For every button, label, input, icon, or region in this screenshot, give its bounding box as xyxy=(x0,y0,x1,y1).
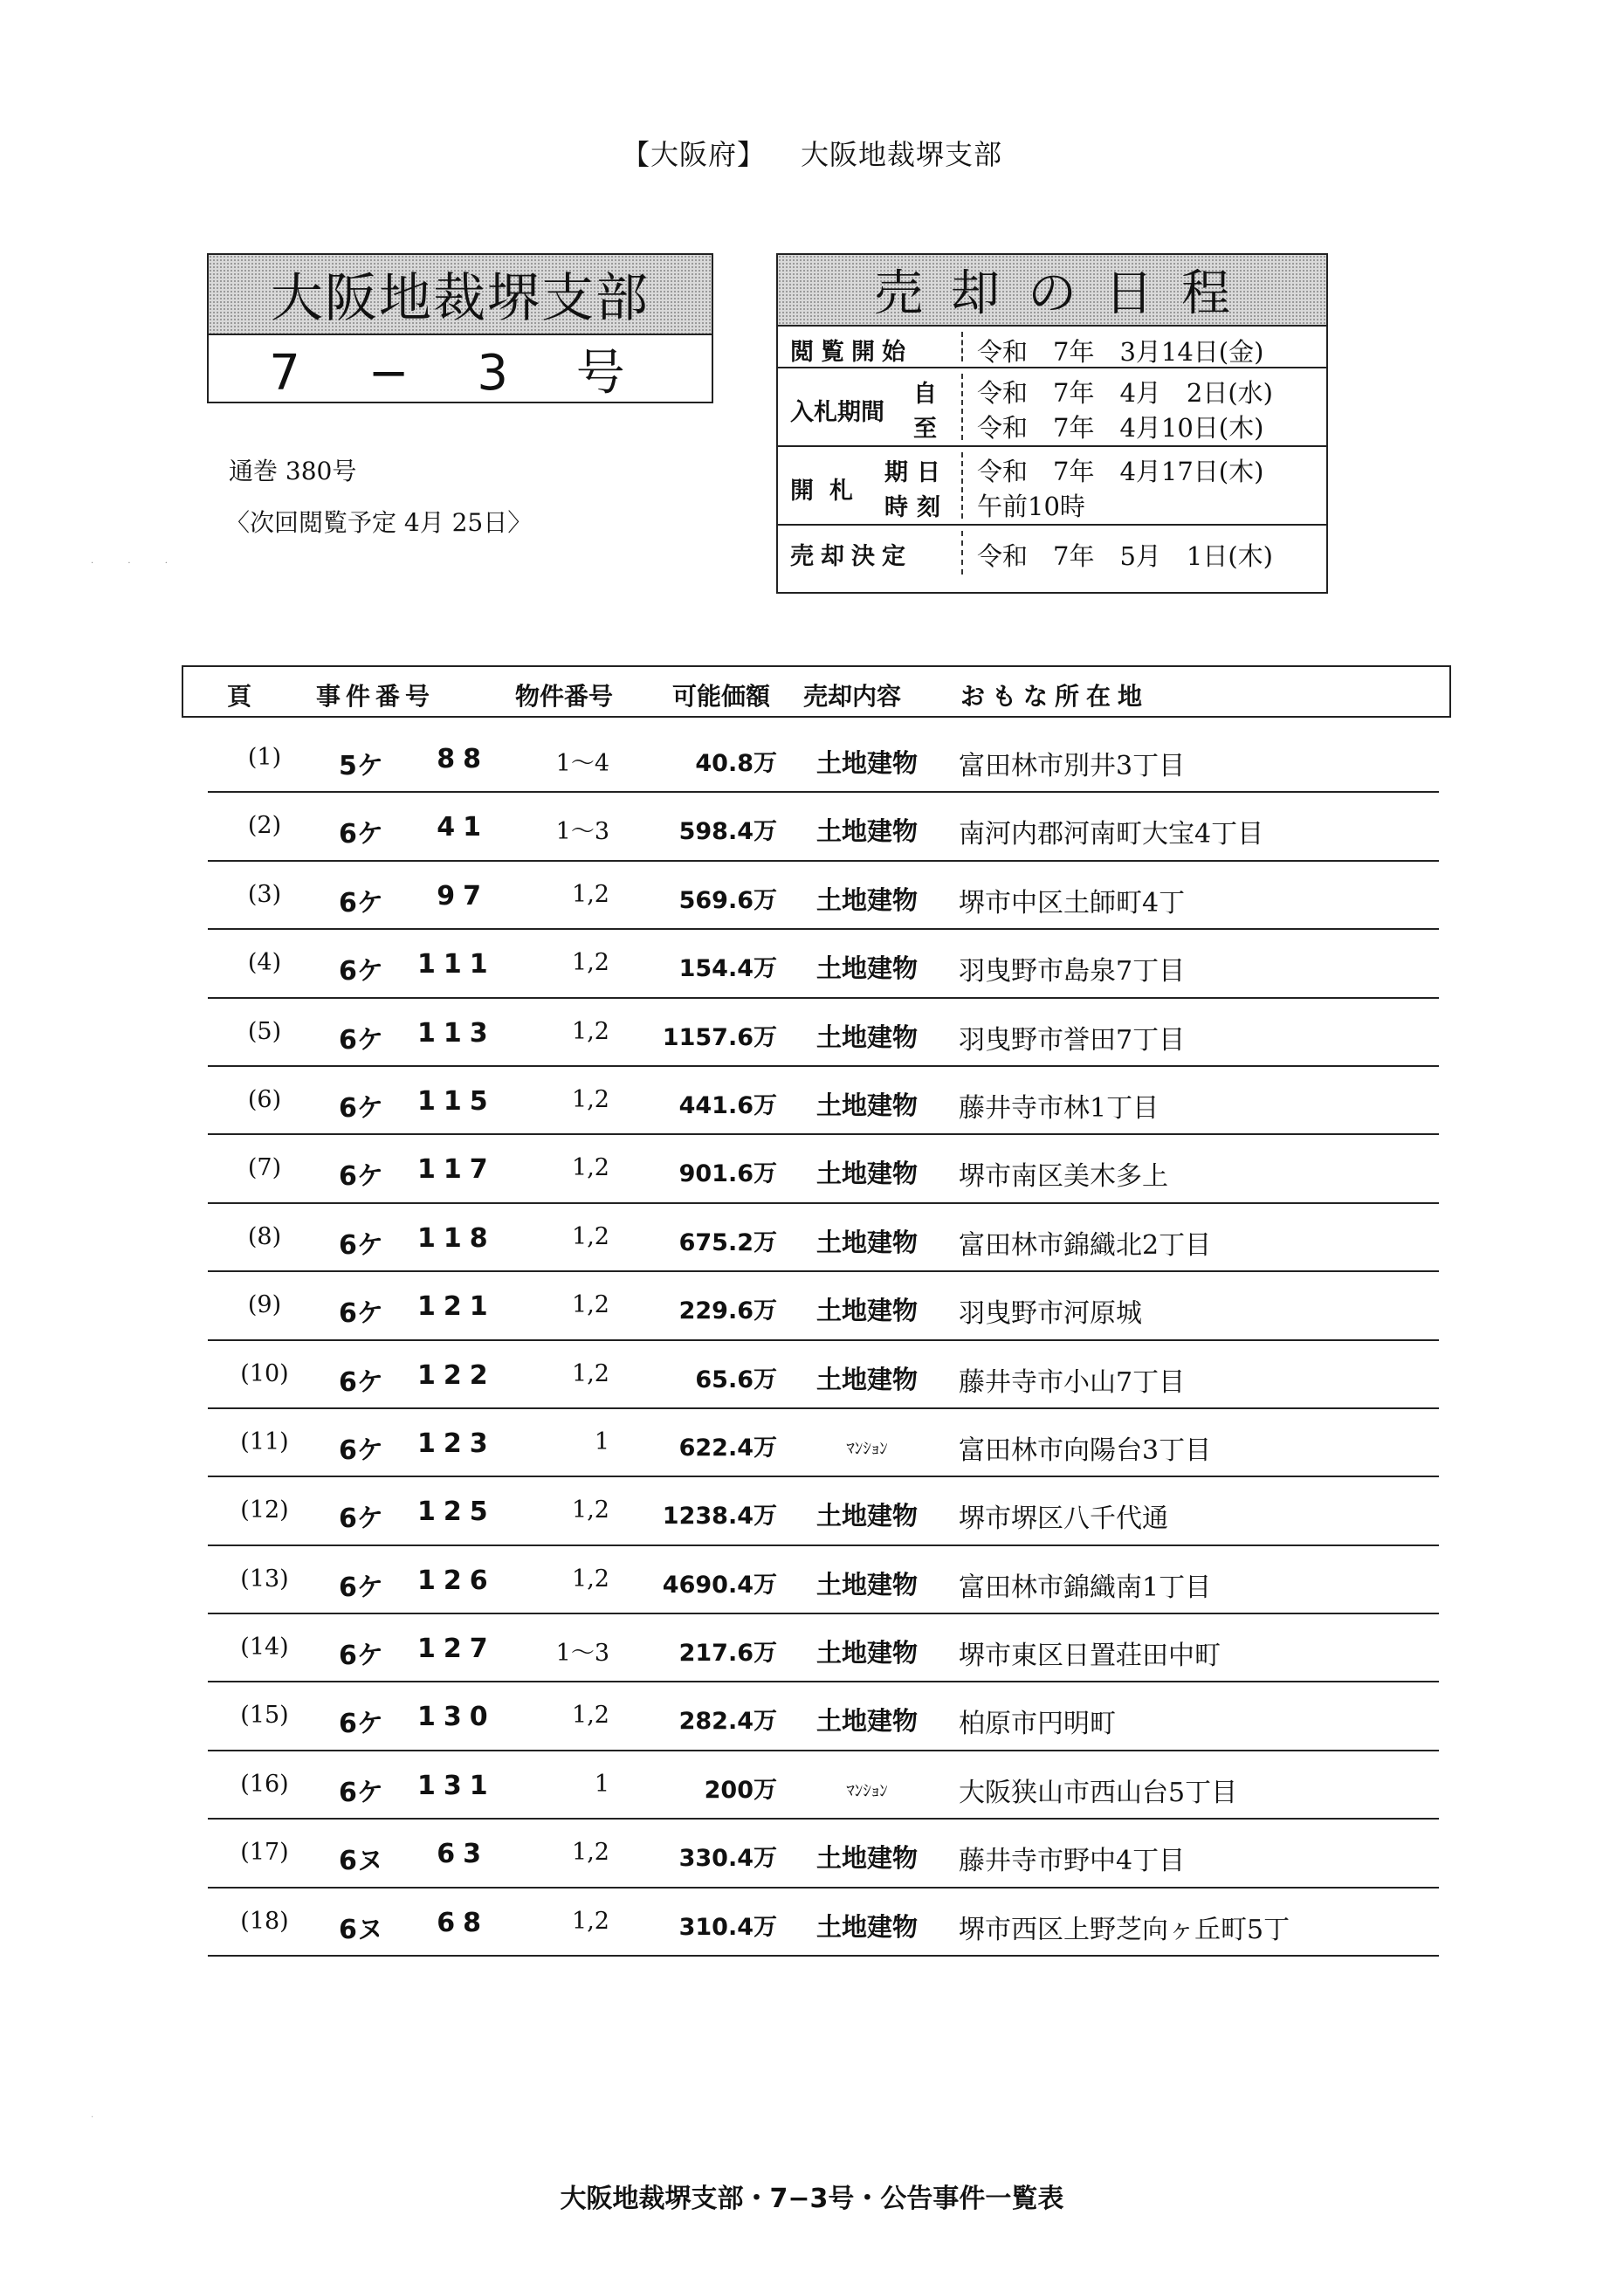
row-sale-type: 土地建物 xyxy=(815,1227,918,1257)
opening-time-label: 時刻 xyxy=(884,494,949,521)
row-sale-type: 土地建物 xyxy=(815,1159,918,1189)
row-price: 217.6万 xyxy=(678,1640,777,1668)
row-item-number: 1,2 xyxy=(572,1359,609,1387)
row-case-number: 111 xyxy=(417,949,496,980)
row-case-number: 63 xyxy=(437,1839,489,1870)
row-page-ref: (18) xyxy=(240,1907,289,1935)
row-case-kind: 6ケ xyxy=(339,887,383,918)
table-row xyxy=(208,1820,1439,1888)
row-page-ref: (12) xyxy=(240,1496,289,1524)
dashed-divider xyxy=(961,531,963,574)
row-address: 堺市南区美木多上 xyxy=(959,1161,1168,1193)
row-address: 羽曳野市河原城 xyxy=(959,1298,1142,1330)
row-item-number: 1,2 xyxy=(572,1496,609,1524)
table-row xyxy=(208,930,1439,998)
row-page-ref: (13) xyxy=(240,1565,289,1593)
row-price: 901.6万 xyxy=(678,1160,777,1188)
row-case-kind: 6ケ xyxy=(339,1434,383,1466)
table-row xyxy=(208,1751,1439,1820)
row-case-number: 125 xyxy=(417,1496,496,1528)
row-case-kind: 6ケ xyxy=(339,1298,383,1330)
row-price: 4690.4万 xyxy=(662,1571,777,1599)
row-address: 堺市中区土師町4丁 xyxy=(959,887,1186,918)
row-sale-type: 土地建物 xyxy=(815,1843,918,1874)
header-price: 可能価額 xyxy=(672,682,771,711)
row-case-number: 117 xyxy=(417,1154,496,1186)
page-header xyxy=(0,133,1624,173)
row-item-number: 1,2 xyxy=(572,949,609,977)
viewing-start-label: 閲覧開始 xyxy=(790,339,912,366)
table-row xyxy=(208,1889,1439,1957)
row-item-number: 1,2 xyxy=(572,1017,609,1045)
row-price: 675.2万 xyxy=(678,1228,777,1256)
row-address: 富田林市別井3丁目 xyxy=(959,751,1186,781)
row-price: 65.6万 xyxy=(695,1366,777,1393)
row-address: 羽曳野市島泉7丁目 xyxy=(959,956,1186,987)
row-item-number: 1,2 xyxy=(572,1222,609,1250)
row-price: 1157.6万 xyxy=(662,1023,777,1051)
row-price: 598.4万 xyxy=(678,818,777,846)
row-case-kind: 6ケ xyxy=(339,1709,383,1740)
bid-from-label: 自 xyxy=(913,381,937,408)
row-page-ref: (4) xyxy=(247,949,282,977)
court-name: 大阪地裁堺支部 xyxy=(209,255,712,335)
row-page-ref: (9) xyxy=(247,1291,282,1319)
row-page-ref: (3) xyxy=(247,880,282,908)
row-case-number: 68 xyxy=(437,1907,489,1938)
next-viewing-date: 〈次回閲覧予定 4月 25日〉 xyxy=(225,508,533,537)
row-page-ref: (5) xyxy=(247,1017,282,1045)
row-case-kind: 6ケ xyxy=(339,1641,383,1672)
row-case-number: 126 xyxy=(417,1565,496,1596)
row-page-ref: (8) xyxy=(247,1222,282,1250)
row-case-number: 130 xyxy=(417,1702,496,1733)
row-price: 1238.4万 xyxy=(662,1503,777,1531)
row-sale-type: 土地建物 xyxy=(815,1706,918,1737)
row-address: 堺市東区日置荘田中町 xyxy=(959,1641,1221,1672)
table-row xyxy=(208,1135,1439,1203)
row-sale-type: ﾏﾝｼｮﾝ xyxy=(846,1438,888,1458)
row-case-number: 113 xyxy=(417,1017,496,1049)
row-sale-type: 土地建物 xyxy=(815,953,918,984)
row-sale-type: 土地建物 xyxy=(815,1569,918,1600)
opening-time-value: 午前10時 xyxy=(977,492,1085,521)
header-item-no: 物件番号 xyxy=(515,682,614,711)
row-address: 大阪狭山市西山台5丁目 xyxy=(959,1777,1238,1808)
row-page-ref: (10) xyxy=(240,1359,289,1387)
row-case-number: 97 xyxy=(437,880,489,912)
table-row xyxy=(208,862,1439,930)
row-sale-type: 土地建物 xyxy=(815,816,918,847)
court-label: 大阪地裁堺支部 xyxy=(801,138,1003,171)
row-sale-type: 土地建物 xyxy=(815,1364,918,1394)
row-address: 柏原市円明町 xyxy=(959,1709,1116,1740)
table-row xyxy=(208,793,1439,861)
case-table xyxy=(208,725,1439,1957)
bid-to-value: 令和 7年 4月10日(木) xyxy=(977,413,1264,443)
row-case-kind: 6ケ xyxy=(339,1229,383,1261)
row-item-number: 1,2 xyxy=(572,1565,609,1593)
scan-speck: · xyxy=(91,2113,94,2122)
header-page: 頁 xyxy=(227,682,252,711)
schedule-title: 売却の日程 xyxy=(778,255,1326,327)
row-price: 200万 xyxy=(704,1776,777,1804)
dashed-divider xyxy=(961,332,963,361)
row-case-kind: 6ケ xyxy=(339,1503,383,1535)
row-address: 富田林市錦織北2丁目 xyxy=(959,1229,1212,1261)
row-case-number: 122 xyxy=(417,1359,496,1391)
row-price: 330.4万 xyxy=(678,1845,777,1873)
dashed-divider xyxy=(961,452,963,519)
row-case-kind: 6ケ xyxy=(339,1161,383,1193)
row-page-ref: (14) xyxy=(240,1634,289,1661)
header-location: おもな所在地 xyxy=(960,682,1150,711)
table-row xyxy=(208,1614,1439,1682)
row-case-kind: 6ケ xyxy=(339,1572,383,1603)
row-price: 40.8万 xyxy=(695,750,777,777)
row-address: 富田林市向陽台3丁目 xyxy=(959,1434,1212,1466)
row-case-kind: 6ヌ xyxy=(339,1846,383,1877)
schedule-row-opening xyxy=(778,447,1326,526)
row-page-ref: (11) xyxy=(240,1428,289,1455)
decision-label: 売却決定 xyxy=(790,543,912,570)
table-row xyxy=(208,1272,1439,1340)
scan-specks: · · · xyxy=(91,559,183,568)
row-sale-type: 土地建物 xyxy=(815,1090,918,1120)
row-page-ref: (16) xyxy=(240,1770,289,1798)
row-price: 282.4万 xyxy=(678,1708,777,1736)
row-price: 229.6万 xyxy=(678,1297,777,1325)
row-page-ref: (6) xyxy=(247,1085,282,1113)
row-sale-type: 土地建物 xyxy=(815,1501,918,1531)
header-case-no: 事件番号 xyxy=(316,682,436,711)
row-item-number: 1,2 xyxy=(572,1907,609,1935)
table-header xyxy=(182,665,1451,718)
row-item-number: 1〜4 xyxy=(555,750,609,777)
prefecture-label: 【大阪府】 xyxy=(621,138,766,171)
row-item-number: 1,2 xyxy=(572,1702,609,1730)
row-case-number: 88 xyxy=(437,744,489,774)
viewing-start-value: 令和 7年 3月14日(金) xyxy=(977,337,1264,367)
bid-period-label: 入札期間 xyxy=(790,399,884,426)
row-case-kind: 6ケ xyxy=(339,1366,383,1398)
row-sale-type: 土地建物 xyxy=(815,1638,918,1668)
row-page-ref: (7) xyxy=(247,1154,282,1182)
row-page-ref: (2) xyxy=(247,812,282,840)
schedule-row-decision xyxy=(778,526,1326,580)
row-address: 藤井寺市野中4丁目 xyxy=(959,1846,1186,1877)
row-page-ref: (17) xyxy=(240,1839,289,1867)
row-address: 藤井寺市林1丁目 xyxy=(959,1092,1160,1124)
row-price: 441.6万 xyxy=(678,1091,777,1119)
row-sale-type: 土地建物 xyxy=(815,884,918,915)
table-row xyxy=(208,1682,1439,1751)
row-price: 569.6万 xyxy=(678,886,777,914)
row-sale-type: 土地建物 xyxy=(815,1911,918,1942)
opening-date-label: 期日 xyxy=(884,459,949,486)
opening-label: 開札 xyxy=(790,478,869,505)
row-case-number: 115 xyxy=(417,1085,496,1117)
row-sale-type: 土地建物 xyxy=(815,748,918,778)
row-address: 堺市西区上野芝向ヶ丘町5丁 xyxy=(959,1914,1290,1945)
row-item-number: 1 xyxy=(594,1770,609,1798)
bid-from-value: 令和 7年 4月 2日(水) xyxy=(977,378,1273,408)
table-row xyxy=(208,999,1439,1067)
row-item-number: 1,2 xyxy=(572,1291,609,1319)
table-row xyxy=(208,1409,1439,1477)
row-sale-type: 土地建物 xyxy=(815,1296,918,1326)
row-address: 羽曳野市誉田7丁目 xyxy=(959,1024,1186,1056)
table-row xyxy=(208,1341,1439,1409)
table-row xyxy=(208,725,1439,793)
row-case-number: 131 xyxy=(417,1770,496,1801)
row-case-kind: 6ケ xyxy=(339,956,383,987)
table-row xyxy=(208,1204,1439,1272)
row-address: 堺市堺区八千代通 xyxy=(959,1503,1168,1535)
row-address: 南河内郡河南町大宝4丁目 xyxy=(959,819,1264,850)
schedule-row-viewing-start xyxy=(778,327,1326,368)
row-item-number: 1,2 xyxy=(572,880,609,908)
row-item-number: 1,2 xyxy=(572,1085,609,1113)
row-item-number: 1 xyxy=(594,1428,609,1455)
row-case-kind: 6ケ xyxy=(339,1777,383,1808)
row-case-kind: 6ケ xyxy=(339,1092,383,1124)
row-address: 藤井寺市小山7丁目 xyxy=(959,1366,1186,1398)
opening-date-value: 令和 7年 4月17日(木) xyxy=(977,457,1264,486)
volume-number: 通巻 380号 xyxy=(229,457,357,485)
row-case-number: 41 xyxy=(437,812,489,843)
row-price: 310.4万 xyxy=(678,1913,777,1941)
table-row xyxy=(208,1067,1439,1135)
table-row xyxy=(208,1546,1439,1614)
row-item-number: 1,2 xyxy=(572,1154,609,1182)
row-price: 622.4万 xyxy=(678,1434,777,1462)
row-case-kind: 5ケ xyxy=(339,751,383,781)
row-case-number: 123 xyxy=(417,1428,496,1459)
row-case-number: 127 xyxy=(417,1634,496,1665)
row-sale-type: 土地建物 xyxy=(815,1022,918,1052)
schedule-row-bid-period xyxy=(778,368,1326,447)
dashed-divider xyxy=(961,374,963,440)
table-row xyxy=(208,1477,1439,1545)
row-page-ref: (15) xyxy=(240,1702,289,1730)
court-box xyxy=(207,253,713,403)
row-price: 154.4万 xyxy=(678,955,777,983)
issue-number: 7 − 3 号 xyxy=(269,345,651,402)
row-case-kind: 6ケ xyxy=(339,819,383,850)
row-item-number: 1,2 xyxy=(572,1839,609,1867)
sale-schedule xyxy=(776,253,1328,594)
decision-value: 令和 7年 5月 1日(木) xyxy=(977,541,1273,571)
row-item-number: 1〜3 xyxy=(555,818,609,846)
row-sale-type: ﾏﾝｼｮﾝ xyxy=(846,1780,888,1800)
row-address: 富田林市錦織南1丁目 xyxy=(959,1572,1212,1603)
row-case-kind: 6ヌ xyxy=(339,1914,383,1945)
row-case-number: 121 xyxy=(417,1291,496,1323)
bid-to-label: 至 xyxy=(913,416,937,443)
row-case-number: 118 xyxy=(417,1222,496,1254)
header-sale-type: 売却内容 xyxy=(803,682,902,711)
row-page-ref: (1) xyxy=(247,744,282,771)
page-footer: 大阪地裁堺支部・7−3号・公告事件一覧表 xyxy=(560,2184,1064,2214)
row-case-kind: 6ケ xyxy=(339,1024,383,1056)
row-item-number: 1〜3 xyxy=(555,1640,609,1668)
